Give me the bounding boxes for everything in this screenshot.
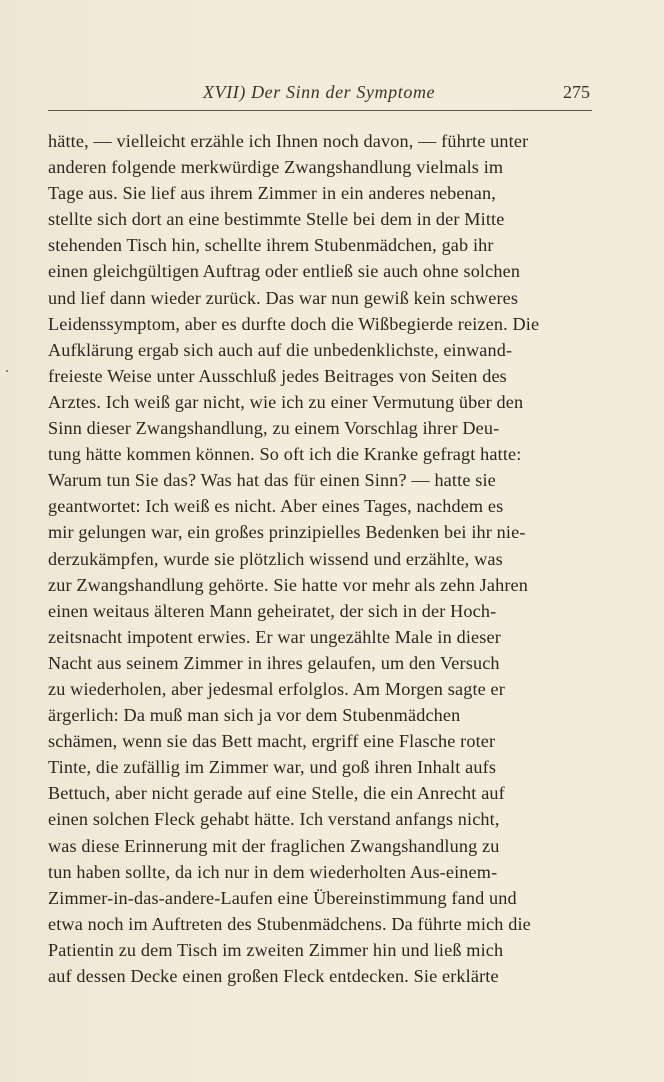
text-line: tung hätte kommen können. So oft ich die Kranke gefragt hatte: xyxy=(48,444,522,465)
text-line: einen solchen Fleck gehabt hätte. Ich verstand anfangs nicht, xyxy=(48,809,500,830)
page-number: 275 xyxy=(563,82,590,102)
body-text xyxy=(48,128,589,989)
text-line: Sinn dieser Zwangshandlung, zu einem Vorschlag ihrer Deu- xyxy=(48,418,500,439)
text-line: ärgerlich: Da muß man sich ja vor dem Stubenmädchen xyxy=(48,705,461,726)
text-line: zeitsnacht impotent erwies. Er war ungezählte Male in dieser xyxy=(48,626,501,647)
text-line: auf dessen Decke einen großen Fleck entdecken. Sie erklärte xyxy=(48,966,499,986)
text-line: Tage aus. Sie lief aus ihrem Zimmer in ein anderes nebenan, xyxy=(48,183,496,204)
text-line: stehenden Tisch hin, schellte ihrem Stubenmädchen, gab ihr xyxy=(48,235,494,256)
text-line: Leidenssymptom, aber es durfte doch die Wißbegierde reizen. Die xyxy=(48,313,540,334)
text-line: zu wiederholen, aber jedesmal erfolglos. Am Morgen sagte er xyxy=(48,678,505,699)
chapter-title: XVII) Der Sinn der Symptome xyxy=(203,82,436,102)
text-line: einen gleichgültigen Auftrag oder entließ sie auch ohne solchen xyxy=(48,261,521,282)
text-line: Warum tun Sie das? Was hat das für einen Sinn? — hatte sie xyxy=(48,470,496,491)
text-line: anderen folgende merkwürdige Zwangshandlung vielmals im xyxy=(48,157,504,178)
text-line: hätte, — vielleicht erzähle ich Ihnen noch davon, — führte unter xyxy=(48,131,529,151)
text-line: Aufklärung ergab sich auch auf die unbedenklichste, einwand- xyxy=(48,339,513,360)
text-line: tun haben sollte, da ich nur in dem wiederholten Aus-einem- xyxy=(48,861,498,882)
text-line: derzukämpfen, wurde sie plötzlich wissend und erzählte, was xyxy=(48,548,503,569)
text-line: Bettuch, aber nicht gerade auf eine Stelle, die ein Anrecht auf xyxy=(48,783,505,804)
text-line: Patientin zu dem Tisch im zweiten Zimmer hin und ließ mich xyxy=(48,939,504,960)
text-line: Arztes. Ich weiß gar nicht, wie ich zu einer Vermutung über den xyxy=(48,391,524,412)
text-line: einen weitaus älteren Mann geheiratet, der sich in der Hoch- xyxy=(48,600,497,621)
text-line: schämen, wenn sie das Bett macht, ergriff eine Flasche roter xyxy=(48,731,496,752)
header-rule xyxy=(48,110,592,111)
text-line: was diese Erinnerung mit der fraglichen Zwangshandlung zu xyxy=(48,835,500,856)
text-line: Nacht aus seinem Zimmer in ihres gelaufen, um den Versuch xyxy=(48,652,500,673)
text-line: etwa noch im Auftreten des Stubenmädchens. Da führte mich die xyxy=(48,913,531,934)
margin-speck xyxy=(6,370,8,372)
text-line: stellte sich dort an eine bestimmte Stelle bei dem in der Mitte xyxy=(48,209,505,230)
text-line: zur Zwangshandlung gehörte. Sie hatte vor mehr als zehn Jahren xyxy=(48,574,528,595)
text-line: freieste Weise unter Ausschluß jedes Beitrages von Seiten des xyxy=(48,365,507,386)
text-line: mir gelungen war, ein großes prinzipielles Bedenken bei ihr nie- xyxy=(48,522,526,543)
text-line: Tinte, die zufällig im Zimmer war, und goß ihren Inhalt aufs xyxy=(48,757,497,778)
running-head xyxy=(48,82,592,112)
text-line: und lief dann wieder zurück. Das war nun gewiß kein schweres xyxy=(48,287,519,308)
text-line: Zimmer-in-das-andere-Laufen eine Übereinstimmung fand und xyxy=(48,887,517,908)
text-line: geantwortet: Ich weiß es nicht. Aber eines Tages, nachdem es xyxy=(48,496,504,517)
